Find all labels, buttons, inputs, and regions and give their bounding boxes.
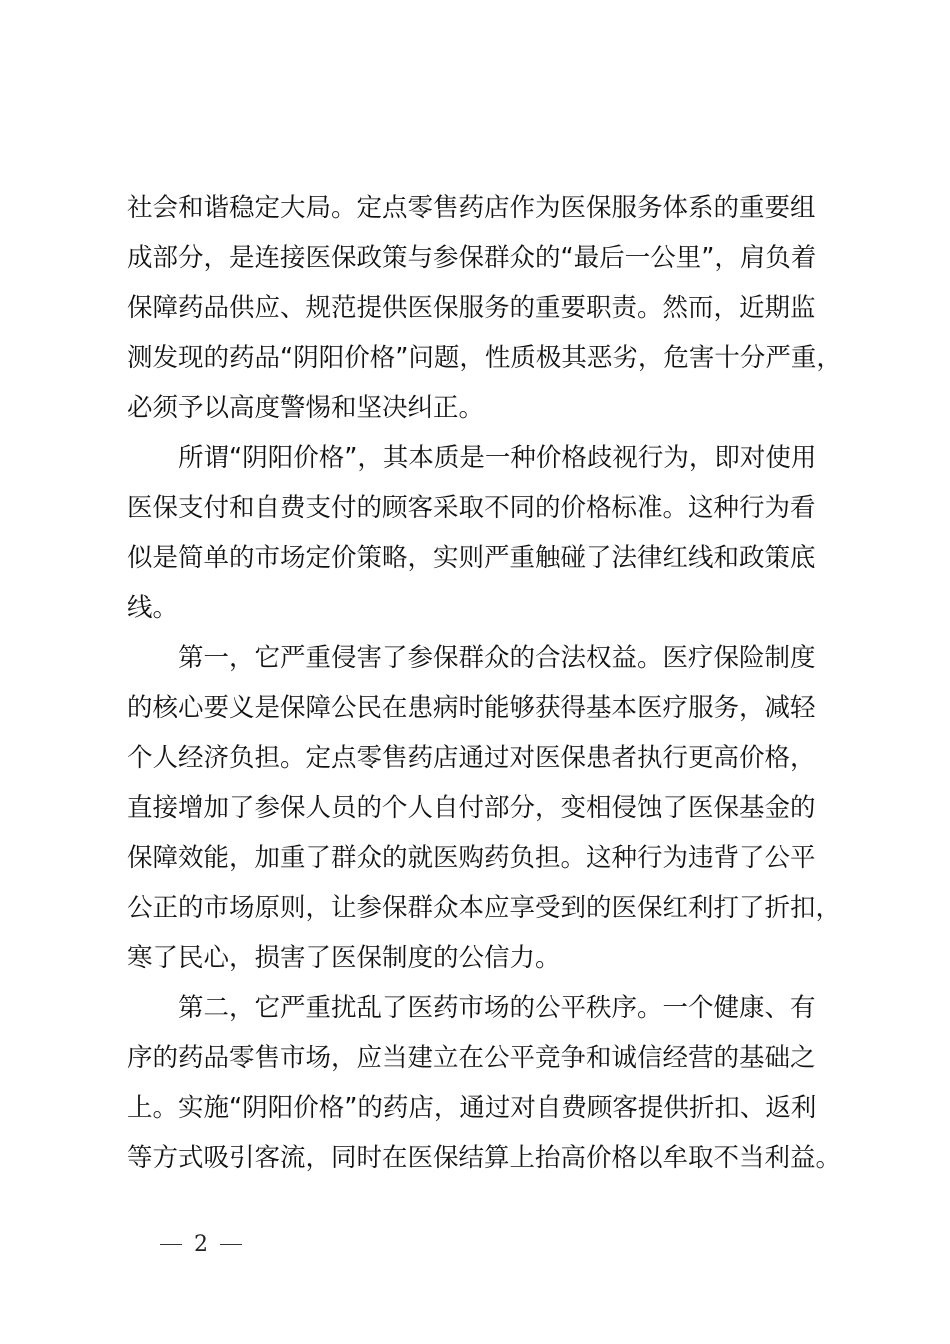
text-line: 等方式吸引客流，同时在医保结算上抬高价格以牟取不当利益。	[127, 1143, 842, 1173]
text-line: 所谓“阴阳价格”，其本质是一种价格歧视行为，即对使用	[178, 443, 817, 473]
text-line: 个人经济负担。定点零售药店通过对医保患者执行更高价格，	[127, 743, 816, 773]
text-line: 线。	[127, 593, 179, 623]
dash-left	[160, 1244, 182, 1245]
text-line: 社会和谐稳定大局。定点零售药店作为医保服务体系的重要组	[127, 193, 816, 223]
page-number: 2	[194, 1232, 208, 1257]
text-line: 似是简单的市场定价策略，实则严重触碰了法律红线和政策底	[127, 543, 816, 573]
dash-right	[220, 1244, 242, 1245]
text-line: 序的药品零售市场，应当建立在公平竞争和诚信经营的基础之	[127, 1043, 816, 1073]
text-line: 测发现的药品“阴阳价格”问题，性质极其恶劣，危害十分严重，	[127, 343, 842, 373]
text-line: 公正的市场原则，让参保群众本应享受到的医保红利打了折扣，	[127, 893, 842, 923]
paragraph-1	[127, 183, 847, 433]
paragraph-4	[127, 983, 847, 1183]
text-line: 成部分，是连接医保政策与参保群众的“最后一公里”，肩负着	[127, 243, 817, 273]
text-line: 直接增加了参保人员的个人自付部分，变相侵蚀了医保基金的	[127, 793, 816, 823]
text-line: 上。实施“阴阳价格”的药店，通过对自费顾客提供折扣、返利	[127, 1093, 817, 1123]
paragraph-2	[127, 433, 847, 633]
body-text	[127, 183, 847, 1183]
text-line: 的核心要义是保障公民在患病时能够获得基本医疗服务，减轻	[127, 693, 816, 723]
text-line: 保障效能，加重了群众的就医购药负担。这种行为违背了公平	[127, 843, 816, 873]
paragraph-3	[127, 633, 847, 983]
text-line: 寒了民心，损害了医保制度的公信力。	[127, 943, 561, 973]
text-line: 必须予以高度警惕和坚决纠正。	[127, 393, 485, 423]
text-line: 第一，它严重侵害了参保群众的合法权益。医疗保险制度	[178, 643, 816, 673]
text-line: 第二，它严重扰乱了医药市场的公平秩序。一个健康、有	[178, 993, 816, 1023]
text-line: 医保支付和自费支付的顾客采取不同的价格标准。这种行为看	[127, 493, 816, 523]
page-footer	[160, 1232, 242, 1257]
text-line: 保障药品供应、规范提供医保服务的重要职责。然而，近期监	[127, 293, 816, 323]
